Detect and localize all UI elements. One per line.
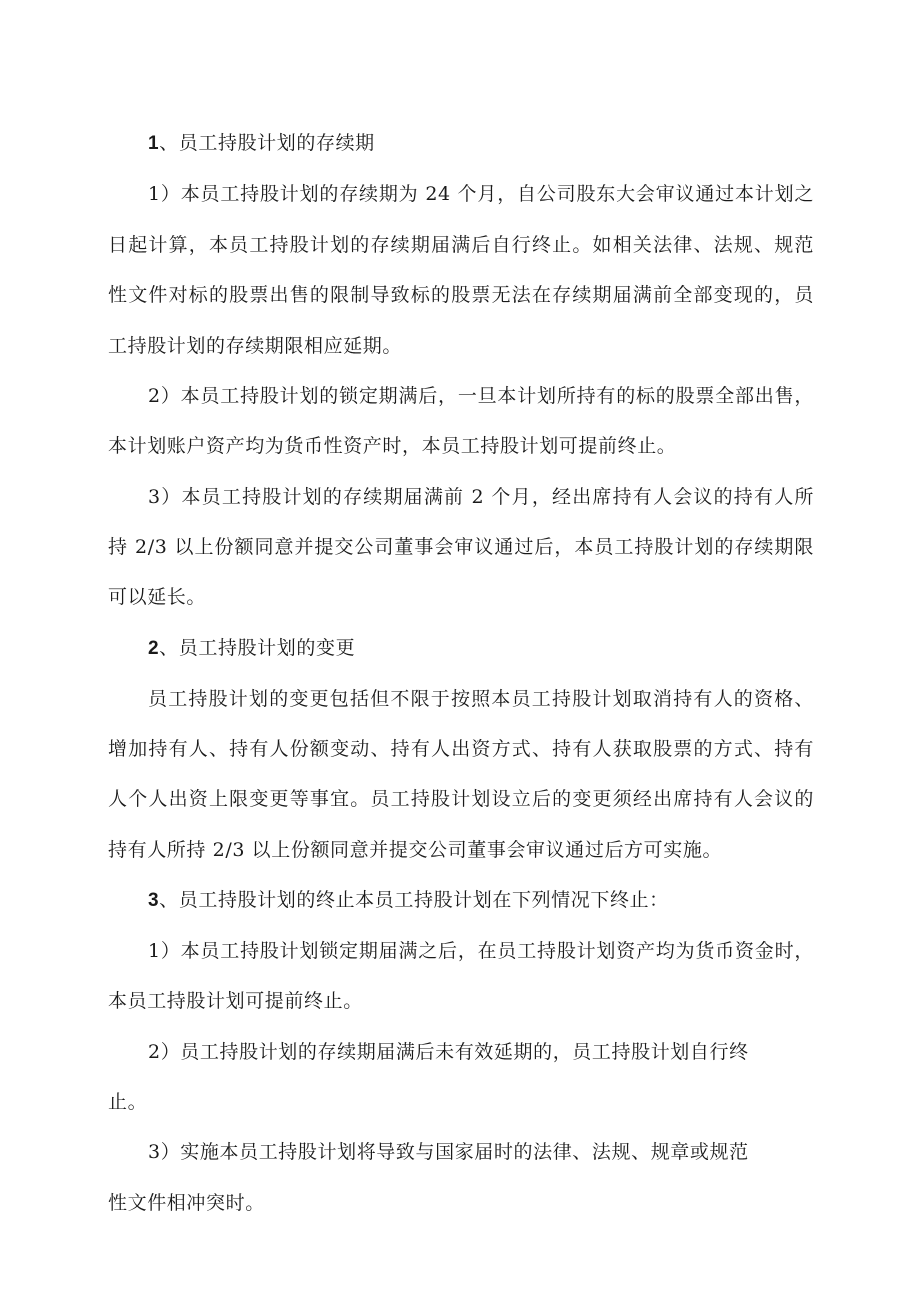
section-1-title: 、员工持股计划的存续期	[159, 132, 375, 154]
s1-p3-line-1: 3）本员工持股计划的存续期届满前 2 个月，经出席持有人会议的持有人所	[148, 486, 814, 508]
section-3-title: 、员工持股计划的终止本员工持股计划在下列情况下终止：	[159, 889, 669, 911]
section-2-title: 、员工持股计划的变更	[159, 637, 356, 659]
s3-p2-line-2: 止。	[108, 1091, 148, 1113]
section-2-number: 2	[148, 638, 160, 659]
s2-p1-line-2: 增加持有人、持有人份额变动、持有人出资方式、持有人获取股票的方式、持有	[108, 738, 814, 760]
s2-p1-line-1: 员工持股计划的变更包括但不限于按照本员工持股计划取消持有人的资格、	[148, 688, 814, 710]
s3-p1-line-1: 1）本员工持股计划锁定期届满之后，在员工持股计划资产均为货币资金时，	[148, 940, 814, 962]
s3-p3-line-2: 性文件相冲突时。	[108, 1192, 265, 1214]
s2-p1-line-3: 人个人出资上限变更等事宜。员工持股计划设立后的变更须经出席持有人会议的	[108, 788, 814, 810]
s1-p1-line-3: 性文件对标的股票出售的限制导致标的股票无法在存续期届满前全部变现的，员	[108, 284, 814, 306]
section-2-heading	[148, 636, 355, 661]
section-3-heading	[148, 888, 669, 913]
section-1-number: 1	[148, 133, 160, 154]
s2-p1-line-4: 持有人所持 2/3 以上份额同意并提交公司董事会审议通过后方可实施。	[108, 839, 723, 861]
s1-p2-line-2: 本计划账户资产均为货币性资产时，本员工持股计划可提前终止。	[108, 435, 677, 457]
s3-p1-line-2: 本员工持股计划可提前终止。	[108, 990, 363, 1012]
s1-p2-line-1: 2）本员工持股计划的锁定期满后，一旦本计划所持有的标的股票全部出售，	[148, 385, 814, 407]
s3-p2-line-1: 2）员工持股计划的存续期届满后未有效延期的，员工持股计划自行终	[148, 1041, 749, 1063]
s1-p1-line-1: 1）本员工持股计划的存续期为 24 个月，自公司股东大会审议通过本计划之	[148, 183, 814, 205]
s1-p3-line-2: 持 2/3 以上份额同意并提交公司董事会审议通过后，本员工持股计划的存续期限	[108, 536, 814, 558]
s1-p1-line-2: 日起计算，本员工持股计划的存续期届满后自行终止。如相关法律、法规、规范	[108, 234, 814, 256]
s1-p1-line-4: 工持股计划的存续期限相应延期。	[108, 335, 403, 357]
s1-p3-line-3: 可以延长。	[108, 586, 207, 608]
section-1-heading	[148, 131, 375, 156]
section-3-number: 3	[148, 890, 160, 911]
s3-p3-line-1: 3）实施本员工持股计划将导致与国家届时的法律、法规、规章或规范	[148, 1141, 749, 1163]
